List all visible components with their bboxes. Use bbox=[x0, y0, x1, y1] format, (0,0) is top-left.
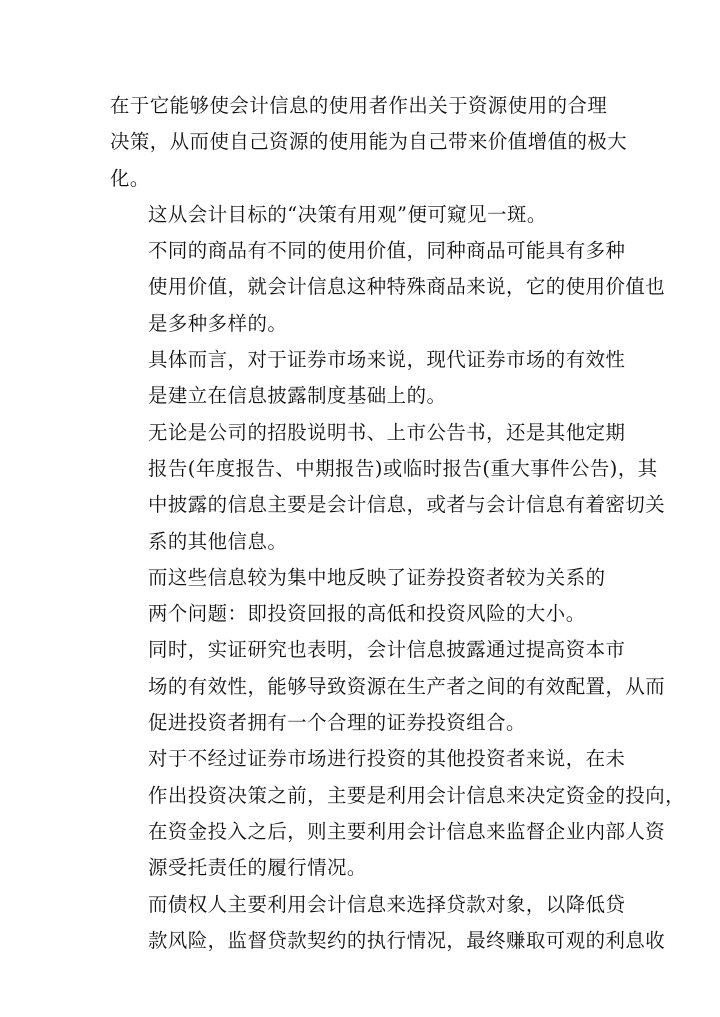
text-line: 作出投资决策之前，主要是利用会计信息来决定资金的投向， bbox=[148, 783, 686, 807]
text-line: 而债权人主要利用会计信息来选择贷款对象，以降低贷 bbox=[148, 892, 626, 916]
text-line: 而这些信息较为集中地反映了证券投资者较为关系的 bbox=[148, 565, 606, 589]
text-line: 使用价值，就会计信息这种特殊商品来说，它的使用价值也 bbox=[148, 275, 666, 299]
text-line: 无论是公司的招股说明书、上市公告书，还是其他定期 bbox=[148, 420, 626, 444]
text-line: 款风险，监督贷款契约的执行情况，最终赚取可观的利息收 bbox=[148, 928, 666, 952]
text-line: 同时，实证研究也表明，会计信息披露通过提高资本市 bbox=[148, 638, 626, 662]
text-line: 在资金投入之后，则主要利用会计信息来监督企业内部人资 bbox=[148, 819, 666, 843]
paragraph bbox=[110, 88, 628, 197]
paragraph bbox=[110, 741, 686, 886]
text-line: 源受托责任的履行情况。 bbox=[148, 856, 367, 880]
paragraph bbox=[110, 415, 666, 560]
text-line: 不同的商品有不同的使用价值，同种商品可能具有多种 bbox=[148, 239, 626, 263]
paragraph bbox=[110, 233, 666, 342]
text-line: 促进投资者拥有一个合理的证券投资组合。 bbox=[148, 711, 526, 735]
text-line: 两个问题：即投资回报的高低和投资风险的大小。 bbox=[148, 602, 586, 626]
paragraph bbox=[110, 197, 614, 233]
text-line: 这从会计目标的“决策有用观”便可窥见一斑。 bbox=[148, 202, 547, 226]
text-line: 是建立在信息披露制度基础上的。 bbox=[148, 384, 447, 408]
text-line: 场的有效性，能够导致资源在生产者之间的有效配置，从而 bbox=[148, 674, 666, 698]
text-line: 中披露的信息主要是会计信息，或者与会计信息有着密切关 bbox=[148, 493, 666, 517]
text-line: 报告(年度报告、中期报告)或临时报告(重大事件公告)，其 bbox=[148, 456, 658, 480]
text-line: 系的其他信息。 bbox=[148, 529, 288, 553]
text-line: 在于它能够使会计信息的使用者作出关于资源使用的合理 bbox=[110, 94, 608, 117]
paragraph bbox=[110, 632, 666, 741]
document-body bbox=[110, 88, 686, 959]
text-line: 化。 bbox=[110, 166, 150, 190]
paragraph bbox=[110, 560, 614, 633]
paragraph bbox=[110, 342, 626, 415]
text-line: 是多种多样的。 bbox=[148, 311, 288, 335]
paragraph bbox=[110, 887, 666, 960]
text-line: 具体而言，对于证券市场来说，现代证券市场的有效性 bbox=[148, 348, 626, 372]
text-line: 决策，从而使自己资源的使用能为自己带来价值增值的极大 bbox=[110, 130, 628, 154]
text-line: 对于不经过证券市场进行投资的其他投资者来说，在未 bbox=[148, 747, 626, 771]
